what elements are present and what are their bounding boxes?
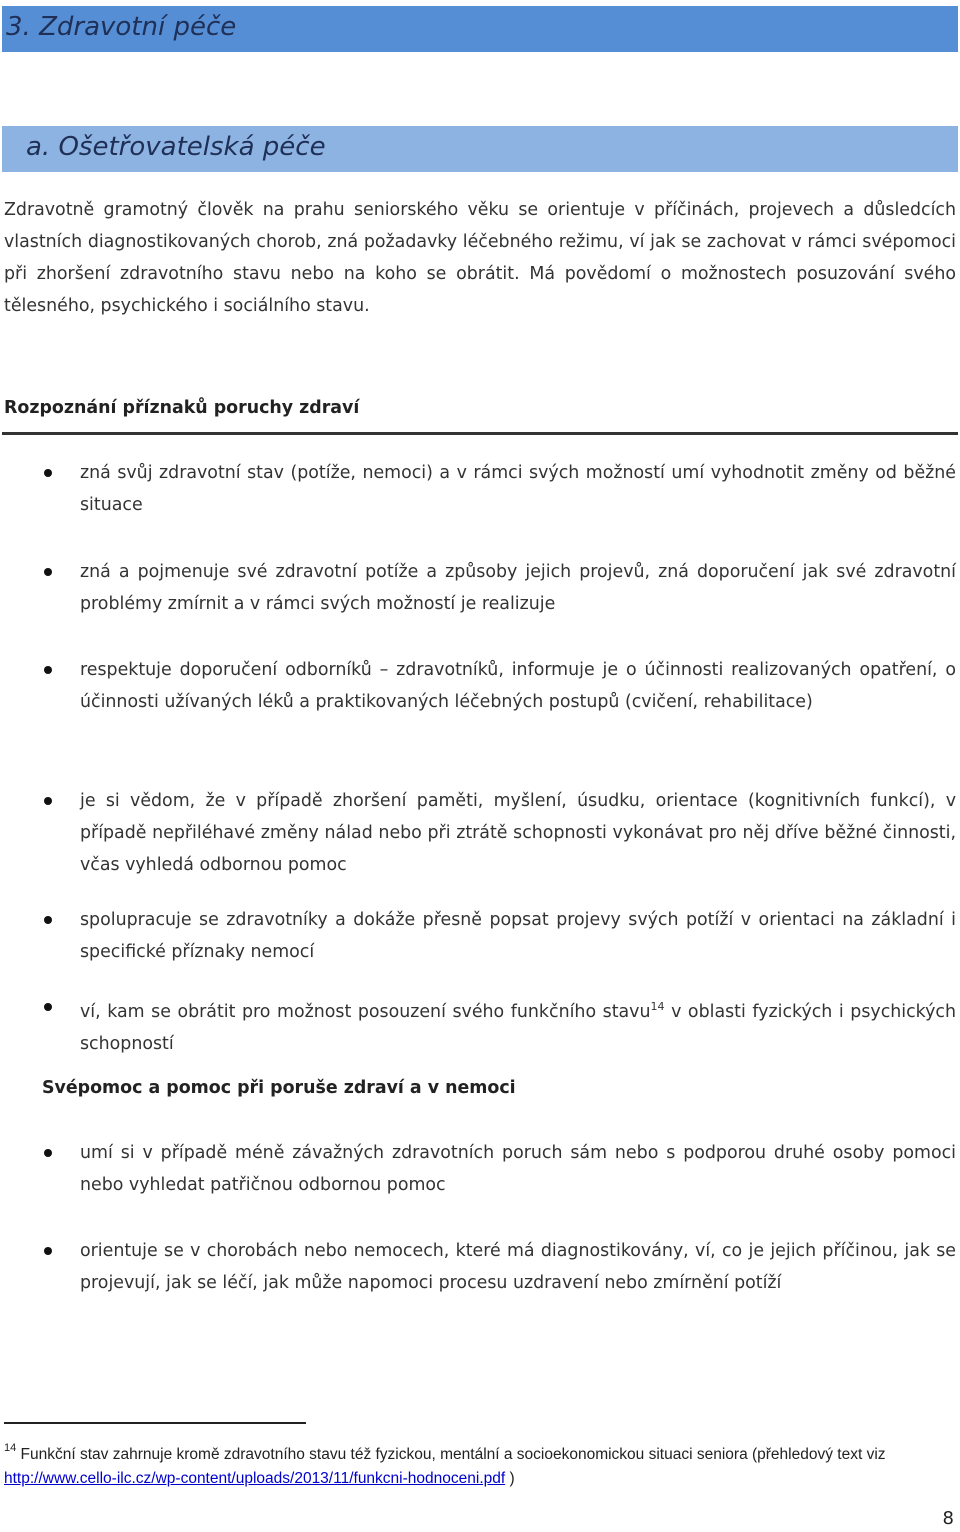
list-item: respektuje doporučení odborníků – zdravotníků, informuje je o účinnosti realizovaných opatření, o účinnosti užívaných léků a praktikovaných léčebných postupů (cvičení, rehabilitace) <box>80 660 956 712</box>
bullet-icon <box>44 1247 52 1255</box>
footnote-tail: ) <box>505 1470 515 1487</box>
footnote-text: Funkční stav zahrnuje kromě zdravotního stavu též fyzickou, mentální a socioekonomickou situaci seniora (přehledový text viz <box>16 1446 886 1463</box>
section-title-symptoms: Rozpoznání příznaků poruchy zdraví <box>4 398 360 418</box>
list-item-text-cont: v oblasti fyzických i psychických schopností <box>80 1002 956 1054</box>
list-item: zná a pojmenuje své zdravotní potíže a způsoby jejich projevů, zná doporučení jak své zdravotní problémy zmírnit a v rámci svých možností je realizuje <box>80 562 956 614</box>
list-item-text: ví, kam se obrátit pro možnost posouzení svého funkčního stavu <box>80 1002 651 1022</box>
bullet-icon <box>44 1149 52 1157</box>
bullet-icon <box>44 469 52 477</box>
list-item: spolupracuje se zdravotníky a dokáže přesně popsat projevy svých potíží v orientaci na základní i specifické příznaky nemocí <box>80 910 956 962</box>
bullet-icon <box>44 666 52 674</box>
list-item: je si vědom, že v případě zhoršení paměti, myšlení, úsudku, orientace (kognitivních funkcí), v případě nepřiléhavé změny nálad nebo při ztrátě schopnosti vykonávat pro něj dříve běžné činnosti, včas vyhledá odbornou pomoc <box>80 791 956 875</box>
list-item: umí si v případě méně závažných zdravotních poruch sám nebo s podporou druhé osoby pomoci nebo vyhledat patřičnou odbornou pomoc <box>80 1143 956 1195</box>
footnote-link[interactable]: http://www.cello-ilc.cz/wp-content/uploads/2013/11/funkcni-hodnoceni.pdf <box>4 1470 506 1487</box>
list-item: zná svůj zdravotní stav (potíže, nemoci) a v rámci svých možností umí vyhodnotit změny od běžné situace <box>80 463 956 515</box>
bullet-icon <box>44 1003 52 1011</box>
intro-paragraph: Zdravotně gramotný člověk na prahu seniorského věku se orientuje v příčinách, projevech a důsledcích vlastních diagnostikovaných chorob, zná požadavky léčebného režimu, ví jak se zachovat v rámci svépomoci při zhoršení zdravotního stavu nebo na koho se obrátit. Má povědomí o možnostech posuzování svého tělesného, psychického i sociálního stavu. <box>4 200 956 316</box>
heading-2-bar <box>2 126 958 172</box>
bullet-icon <box>44 568 52 576</box>
footnote-number: 14 <box>4 1442 17 1454</box>
list-item-footnoted <box>80 991 956 1060</box>
footnote-divider <box>4 1422 306 1424</box>
page-number: 8 <box>942 1508 954 1529</box>
bullet-icon <box>44 797 52 805</box>
footnote-ref[interactable]: 14 <box>650 1000 665 1013</box>
section-divider <box>2 432 958 435</box>
list-item: orientuje se v chorobách nebo nemocech, které má diagnostikovány, ví, co je jejich příčinou, jak se projevují, jak se léčí, jak může napomoci procesu uzdravení nebo zmírnění potíží <box>80 1241 956 1293</box>
footnote <box>4 1436 944 1491</box>
bullet-icon <box>44 916 52 924</box>
heading-1-bar <box>2 6 958 52</box>
heading-1: 3. Zdravotní péče <box>6 12 237 42</box>
heading-2: a. Ošetřovatelská péče <box>26 132 326 162</box>
section-title-self-help: Svépomoc a pomoc při poruše zdraví a v nemoci <box>42 1078 516 1098</box>
